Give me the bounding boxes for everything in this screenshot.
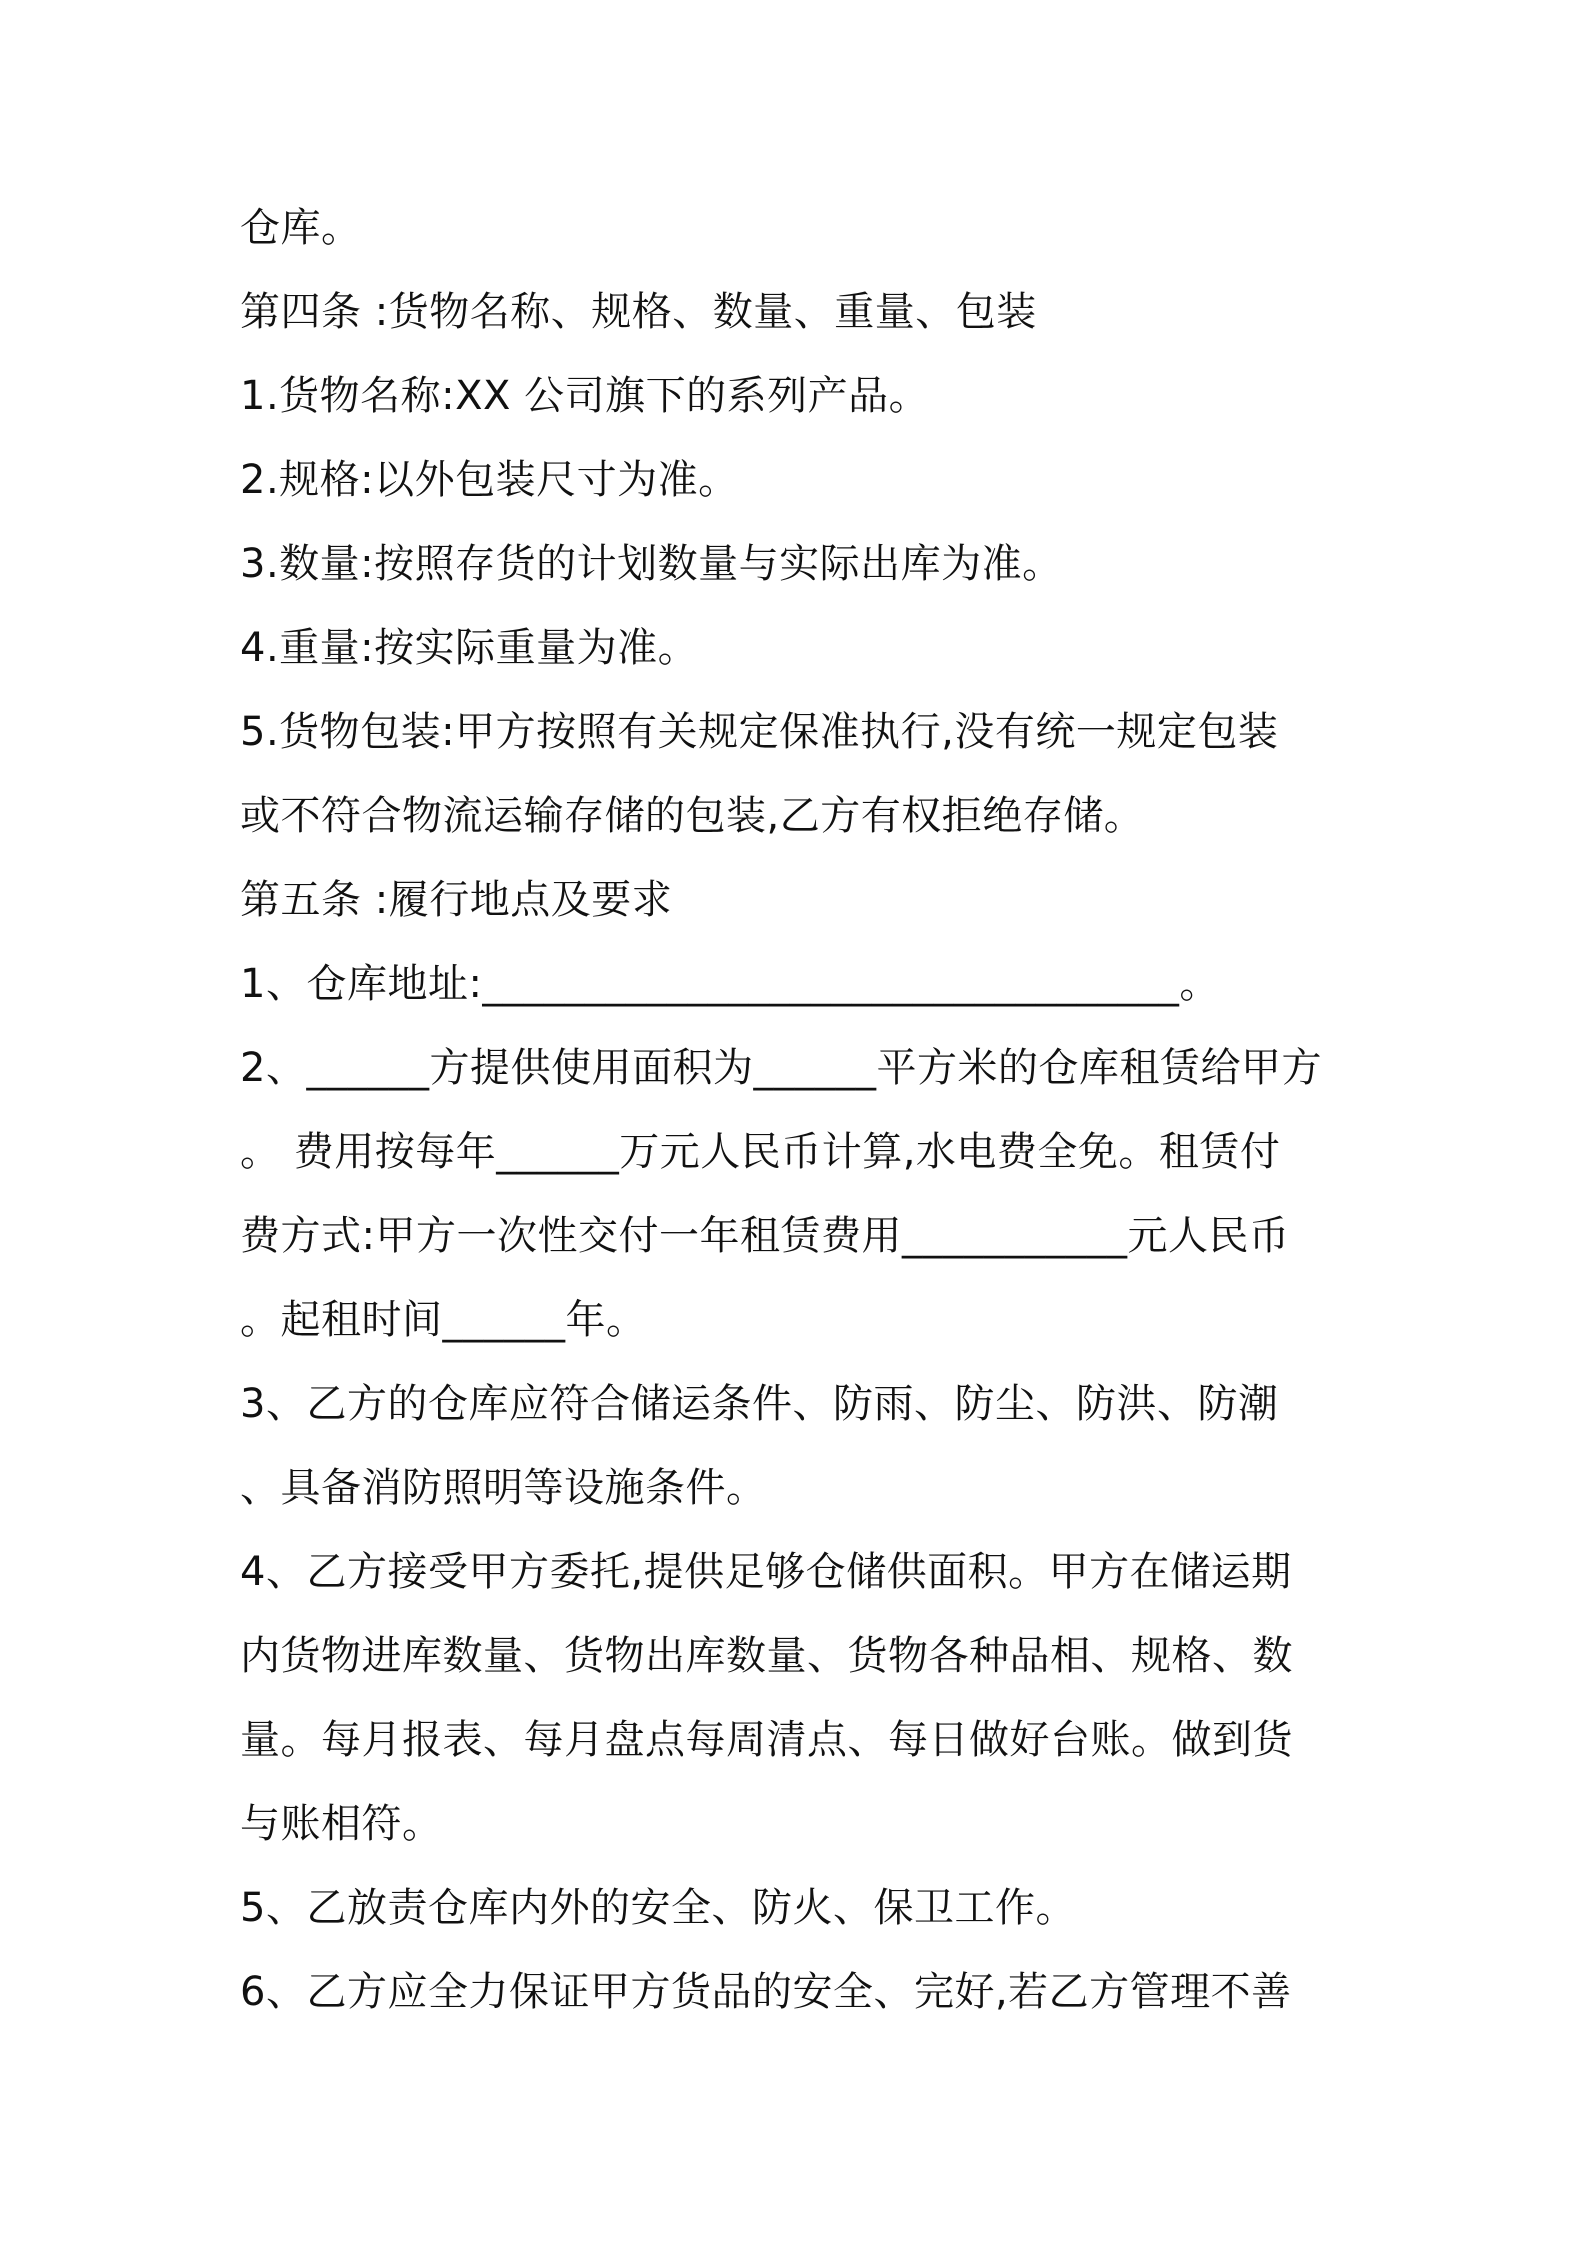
article-heading: 第四条 :货物名称、规格、数量、重量、包装	[240, 289, 1037, 335]
text-line: 4.重量:按实际重量为准。	[240, 625, 699, 671]
text-line: 5、乙放责仓库内外的安全、防火、保卫工作。	[240, 1885, 1076, 1931]
article-heading: 第五条 :履行地点及要求	[240, 877, 673, 923]
text-line: 2.规格:以外包装尺寸为准。	[240, 457, 739, 503]
text-line: 。起租时间______年。	[240, 1297, 647, 1343]
text-line: 3.数量:按照存货的计划数量与实际出库为准。	[240, 541, 1063, 587]
text-line: 。 费用按每年______万元人民币计算,水电费全免。租赁付	[240, 1129, 1281, 1175]
text-line: 或不符合物流运输存储的包装,乙方有权拒绝存储。	[240, 793, 1145, 839]
text-line: 1、仓库地址:__________________________________。	[240, 961, 1220, 1007]
text-line: 5.货物包装:甲方按照有关规定保准执行,没有统一规定包装	[240, 709, 1279, 755]
text-line: 量。每月报表、每月盘点每周清点、每日做好台账。做到货	[240, 1717, 1293, 1763]
text-line: 仓库。	[240, 205, 362, 251]
text-line: 6、乙方应全力保证甲方货品的安全、完好,若乙方管理不善	[240, 1969, 1292, 2015]
text-line: 4、乙方接受甲方委托,提供足够仓储供面积。甲方在储运期	[240, 1549, 1292, 1595]
text-line: 与账相符。	[240, 1801, 443, 1847]
text-line: 内货物进库数量、货物出库数量、货物各种品相、规格、数	[240, 1633, 1293, 1679]
text-line: 、具备消防照明等设施条件。	[240, 1465, 767, 1511]
text-line: 1.货物名称:XX 公司旗下的系列产品。	[240, 373, 930, 419]
text-line: 3、乙方的仓库应符合储运条件、防雨、防尘、防洪、防潮	[240, 1381, 1279, 1427]
text-line: 费方式:甲方一次性交付一年租赁费用___________元人民币	[240, 1213, 1290, 1259]
text-line: 2、______方提供使用面积为______平方米的仓库租赁给甲方	[240, 1045, 1322, 1091]
